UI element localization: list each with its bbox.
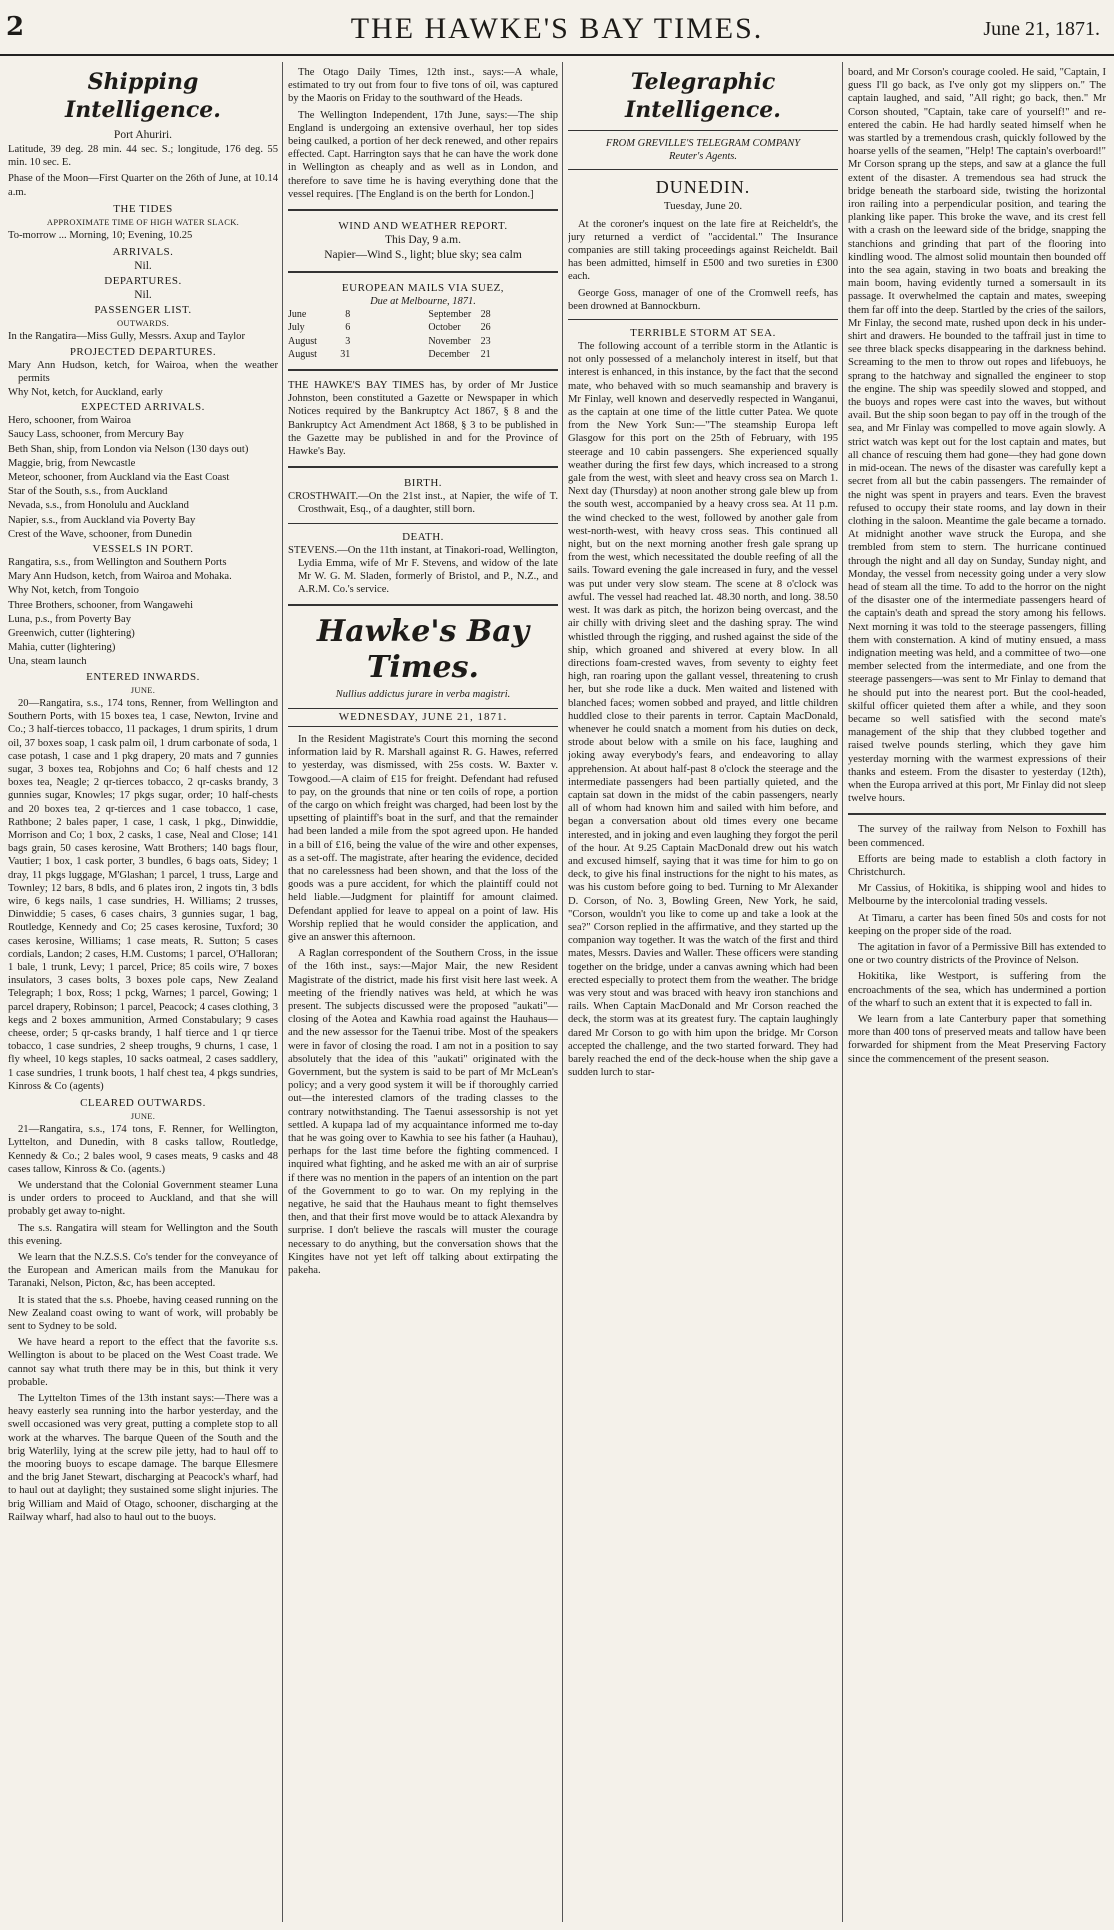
column-local-news [288, 66, 558, 1921]
editorial-date: WEDNESDAY, JUNE 21, 1871. [288, 708, 558, 727]
latitude-text: Latitude, 39 deg. 28 min. 44 sec. S.; longitude, 176 deg. 55 min. 10 sec. E. [8, 144, 278, 169]
mail-row [428, 335, 490, 348]
birth-text: CROSTHWAIT.—On the 21st inst., at Napier, the wife of T. Crosthwait, Esq., of a daughter, still born. [288, 491, 558, 516]
divider [848, 813, 1106, 815]
dunedin-paragraph: At the coroner's inquest on the late fire at Reicheldt's, the jury returned a verdict of "accidental." The Insurance companies are still taking proceedings against Reicheldt. Bail has been admitted, himself in £500 and two sureties in £300 each. [568, 218, 838, 283]
court-paragraph: In the Resident Magistrate's Court this morning the second information laid by R. Marshall against R. G. Hawes, referred to yesterday, was dismissed, with 25s costs. W. Baxter v. Towgood.—A claim of £15 for freight. Defendant had refused to pay, on the grounds that nine or ten coils of rope, a portion of the cargo on which freight was charged, had been lost by the upsetting of plaintiff's boat in the surf, and that the remainder had been landed a mile from the spot agreed upon. He handed in a bill of £16, being the value of the wire and other expenses, as a set-off. The magistrate, after hearing the evidence, decided that no carelessness had been shown, and that the loss of the goods was a pure accident, for which the plaintiff could not held liable.—Judgment for plaintiff for amount claimed. Defendant applied for leave to appeal on a point of law. His Worship replied that he would consider the application, and give an answer this afternoon. [288, 733, 558, 943]
passenger-text: In the Rangatira—Miss Gully, Messrs. Axup and Taylor [8, 331, 246, 343]
gazette-notice: THE HAWKE'S BAY TIMES has, by order of Mr Justice Johnston, been constituted a Gazette or Newspaper in which Notices required by the Bankruptcy Act 1867, § 8 and the Bankruptcy Act Amendment Act 1868, § 3 to be published in the Gazette may be published in and for the Province of Hawke's Bay. [288, 380, 558, 458]
column-rule [842, 62, 843, 1922]
expected-heading: EXPECTED ARRIVALS. [81, 401, 205, 414]
page-number: 2 [6, 12, 25, 42]
shipping-note: It is stated that the s.s. Phoebe, having ceased running on the New Zealand coast owing to want of work, will probably be sent to Sydney to be sold. [8, 1294, 278, 1333]
list-item: Beth Shan, ship, from London via Nelson (130 days out) [8, 443, 249, 455]
newspaper-title: THE HAWKE'S BAY TIMES. [350, 12, 764, 45]
column-telegraphic [568, 66, 838, 1921]
motto: Nullius addictus jurare in verba magistri. [335, 689, 511, 701]
entered-text: 20—Rangatira, s.s., 174 tons, Renner, from Wellington and Southern Ports, with 15 boxes tea, 1 case, Newton, Irvine and Co.; 3 half-tierces tobacco, 11 packages, 1 drum spirits, 1 drum oil, 37 boxes soap, 1 cask palm oil, 1 drum carbonate of soda, 1 case potash, 1 case and 1 pkg drapery, 20 mats and 7 gunnies sugar, 3 boxes tea, Robjohns and Co; 6 half chests and 12 boxes tea, Neagle; 2 qr-tierces tobacco, 2 qr-casks brandy, 3 gunnies sugar, Knowles; 17 pkgs sugar, order; 10 half-chests and 20 boxes tea, 2 qr-tierces and 1 case tobacco, 1 case, Rathbone; 2 bales paper, 1 case, 1 cask, 1 pkg., Dinwiddie, Morrison and Co; 1 box, 2 casks, 1 case, Neal and Close; 141 bags grain, 50 cases kerosine, Watt Brothers; 140 bags flour, Vautier; 1 box, 1 cask porter, 3 bundles, 6 bags oats, Sidey; 1 dray, 11 pkgs luggage, M'Glashan; 1 parcel, 1 truss, Large and Townley; 12 bars, 8 bdls, and 6 plates iron, 2 ingots tin, 3 bdls wire, 6 kegs nails, 1 case sundries, H. Williams; 2 trusses, Dinwiddie; 5 cases, 6 cases chairs, 3 gunnies sugar, 1 bag, Routledge, Kennedy and Co; 25 cases kerosine, Tuxford; 30 cases kerosine, Williams; 1 case meats, R. Sutton; 5 cases cordials, Landon; 2 cases, H.M. Customs; 1 parcel, O'Halloran; 1 bale, 1 trunk, Levy; 1 parcel, Price; 85 coils wire, 7 boxes insulators, 3 cases bolts, 3 boxes pole caps, New Zealand Telegraph; 1 box, Ross; 1 pckg, Warnes; 1 parcel, Gowing; 1 parcel drapery, Robinson; 1 parcel, Peacock; 4 cases clothing, 3 kegs and 2 boxes ammunition, Armed Constabulary; 9 cases cheese, order; 5 qr-casks brandy, 1 half tierce and 1 qr tierce tobacco, 1 case sundries, 2 sheep troughs, 9 churns, 1 case, 1 fly wheel, 10 kegs staples, 10 sacks oatmeal, 2 cases saddlery, 1 case sundries, 1 trunk boots, 1 half chest tea, 4 pkgs sundries, Kinross & Co (agents) [8, 697, 278, 1092]
list-item: Saucy Lass, schooner, from Mercury Bay [8, 429, 184, 441]
mail-day: 28 [480, 309, 491, 321]
wellington-paragraph: The Wellington Independent, 17th June, says:—The ship England is undergoing an extensive overhaul, her top sides being caulked, a portion of her deck renewed, and other repairs effected. Capt. Harrington says that he can have the work done in Wellington as cheaply and as well as in London, and therefore to save time he is having everything done that the vessel requires. [The England is on the berth for London.] [288, 109, 558, 200]
news-note: We learn from a late Canterbury paper that something more than 400 tons of preserved meats and tallow have been forwarded for shipment from the Meat Preserving Factory since the commencement of the present season. [848, 1014, 1106, 1065]
wind-day: This Day, 9 a.m. [385, 234, 461, 247]
mail-row [288, 308, 350, 321]
issue-date: June 21, 1871. [983, 18, 1100, 40]
storm-continued: board, and Mr Corson's courage cooled. He said, "Captain, I guess I'll go back, as I've only got my slippers on." The captain laughed, and said, "All right; go back, then." Mr Corson shouted, "Captain, take care of yourself!" and re-entered the cabin. He had hardly seated himself when he was startled by a tremendous crash, quickly followed by the hoarse yells of the seamen, "Help! The captain's overboard!" Mr Corson sprang up the steps, and saw at a glance the full extent of the disaster. A tremendous sea had struck the bridge beneath the starboard side, twisting the horizontal iron railing into a perpendicular position, and tearing the planking like paper. This broke the wave, and its crest fell with a crash on the leeward side of the bridge, snapping the stanchions and grinding that part of the flooring into kindling wood. The almost solid mountain then bounded off into the sea again, staving in two boats and breaking the main boom, having evidently turned a somersault in its passage. It overwhelmed the captain and mates, sweeping them far off into the deep. Startled by the cries of the sailors, Mr Finlay, the second mate, rushed upon deck in his under-shirt and drawers. He bounded to the taffrail just in time to see three black specks disappearing in the darkness behind. Screaming to the men to throw out ropes and lifebuoys, he sprang to the hatchway and signalled the engineer to stop the engine. The ship was speedily slowed and stopped, and the buoys and ropes were cast into the waves, but without avail. But the ship soon began to pay off in the trough of the sea, and Mr Finlay was compelled to move again slowly. A strict watch was kept out for the lost captain and mates, but all chance of rescuing them had gone—they had gone down in mid-ocean. The news of the disaster was carefully kept a secret from all but the cabin passengers. The remainder of the night was spent in prayers and tears. Even the bravest refused to occupy their state rooms, and lay down in their clothing in the saloon. Meantime the gale became a tornado. At midnight another wave struck the Europa, and she trembled from stem to stern. The hurricane continued through the night and all day on Sunday, Sunday night, and Monday, the vessel from necessity going under a very slow head of steam all the time. To add to the horror on the night of the disaster one of the intermediate passengers heard of the captain's death and spread the story among his fellows. Next morning it was told to the steerage passengers, filling them with consternation. A kind of mutiny ensued, a mass indignation meeting was held, and a committee of two—one member selected from the intermediate, and one from the steerage passengers—was sent to Mr Finlay to demand that he should put into the nearest port. But the cool-headed, skilful officer quieted them after a while, and they soon became so well satisfied with the second mate's management of the ship that they clubbed together and raised twelve pounds sterling, which they gave him yesterday morning with the warmest expressions of their thanks and esteem. From the disaster to yesterday (12th), when the Europa arrived at this port, Mr Finlay did not sleep twelve hours. [848, 67, 1106, 805]
passenger-heading: PASSENGER LIST. [94, 304, 192, 317]
shipping-note: We have heard a report to the effect that the favorite s.s. Wellington is about to be placed on the West Coast trade. We cannot say what truth there may be in this, but think it very probable. [8, 1337, 278, 1388]
news-note: Efforts are being made to establish a cloth factory in Christchurch. [848, 853, 1106, 878]
list-item: Luna, p.s., from Poverty Bay [8, 613, 131, 625]
list-item: Star of the South, s.s., from Auckland [8, 486, 168, 498]
list-item: Why Not, ketch, from Tongoio [8, 585, 139, 597]
port-name: Port Ahuriri. [113, 129, 173, 141]
dunedin-dateline: Tuesday, June 20. [663, 200, 743, 213]
mail-row [428, 308, 490, 321]
mails-heading: EUROPEAN MAILS VIA SUEZ, [341, 282, 505, 295]
news-note: Mr Cassius, of Hokitika, is shipping wool and hides to Melbourne by the intercolonial trading vessels. [848, 883, 1106, 908]
entered-heading: ENTERED INWARDS. [86, 670, 200, 683]
news-note: The agitation in favor of a Permissive Bill has extended to one or two country districts of the Province of Nelson. [848, 942, 1106, 967]
shipping-note: The Lyttelton Times of the 13th instant says:—There was a heavy easterly sea running into the harbor yesterday, and the swell occasioned was very great, putting a complete stop to all work at the wharves. The barque Queen of the South and the brig Waterlily, lying at the screw pile jetty, had to haul off to the mooring buoys to escape damage. The barque Ellesmere and the brig Janet Stewart, discharging at Peacock's wharf, had to haul out at daylight; they sustained some slight injuries. The brig William and Maid of Otago, schooner, discharging at the Railway wharf, had also to haul out to the buoys. [8, 1393, 278, 1523]
list-item: Greenwich, cutter (lightering) [8, 628, 135, 640]
departures-text: Nil. [134, 289, 152, 302]
list-item: Mary Ann Hudson, ketch, from Wairoa and Mohaka. [8, 571, 232, 583]
death-text: STEVENS.—On the 11th instant, at Tinakori-road, Wellington, Lydia Emma, wife of Mr F. Stevens, and widow of the late Mr W. G. M. Sladen, formerly of Bristol, and P., N.Z., and A.R.M. Co.'s service. [288, 544, 558, 596]
mail-day: 23 [480, 335, 491, 347]
list-item: Three Brothers, schooner, from Wangawehi [8, 599, 194, 611]
list-item: Una, steam launch [8, 656, 87, 668]
mail-month: September [428, 309, 472, 321]
list-item: Nevada, s.s., from Honolulu and Auckland [8, 500, 189, 512]
goss-paragraph: George Goss, manager of one of the Cromwell reefs, has been drowned at Bannockburn. [568, 287, 838, 312]
departures-heading: DEPARTURES. [104, 275, 182, 288]
raglan-paragraph: A Raglan correspondent of the Southern Cross, in the issue of the 16th inst., says:—Major Mair, the new Resident Magistrate of the district, made his first visit here last week. A meeting of the friendly natives was held, at which he was present. The subjects discussed were the proposed "aukati"—closing of the Aotea and Kawhia road against the Hauhaus—and the new assessor for the Taenui tribe. Most of the speakers were in favor of closing the road. I am not in a position to say absolutely that the idea of this "aukati" originated with the Government, but the system is said to be part of Mr McLean's policy; and a very good system it will be if thoroughly carried out—the interested clamors of the trading classes to the contrary notwithstanding. The Taenui assessorship is not yet settled. A kupapa lad of my acquaintance informed me to-day that he was going over to Kawhia to see his father (a Hauhau), perhaps for the last time before the fighting commenced. I inquired what fighting, and he asked me with an air of surprise if there was no mention in the papers of an intention on the part of the Government to go to war. On my replying in the negative, he said that the Hauhaus meant to fight themselves then, and that their first move would be to attack Alexandra by surprise. I don't believe the rascals will muster the courage necessary to do anything, but the conversation shows that the Kingites have not yet left off talking about extirpating the pakeha. [288, 948, 558, 1277]
list-item: Hero, schooner, from Wairoa [8, 415, 131, 427]
mail-month: August [288, 335, 317, 347]
storm-heading: TERRIBLE STORM AT SEA. [630, 327, 776, 340]
wind-heading: WIND AND WEATHER REPORT. [338, 220, 508, 233]
mail-day: 8 [345, 309, 351, 321]
divider [288, 271, 558, 273]
list-item: Rangatira, s.s., from Wellington and Southern Ports [8, 557, 227, 569]
dunedin-heading: DUNEDIN. [655, 177, 751, 198]
news-note: Hokitika, like Westport, is suffering from the encroachments of the sea, which has undermined a portion of the wharf to such an extent that it is expected to fall in. [848, 971, 1106, 1009]
mail-month: July [288, 322, 305, 334]
entered-month: JUNE. [130, 684, 156, 695]
mail-row [428, 348, 490, 361]
mails-subheading: Due at Melbourne, 1871. [370, 296, 476, 308]
shipping-note: The s.s. Rangatira will steam for Wellington and the South this evening. [8, 1222, 278, 1247]
otago-paragraph: The Otago Daily Times, 12th inst., says:—A whale, estimated to try out from four to five tons of oil, was captured by the Maoris on Friday to the southward of the Heads. [288, 67, 558, 105]
divider [288, 604, 558, 606]
shipping-note: We understand that the Colonial Government steamer Luna is under orders to proceed to Auckland, and that she will probably get away to-night. [8, 1180, 278, 1218]
column-continued [848, 66, 1106, 1921]
news-note: At Timaru, a carter has been fined 50s and costs for not keeping on the proper side of the road. [848, 912, 1106, 937]
birth-heading: BIRTH. [403, 477, 443, 490]
mail-day: 3 [345, 335, 351, 347]
list-item: Meteor, schooner, from Auckland via the East Coast [8, 472, 230, 484]
mail-day: 21 [480, 348, 491, 360]
mail-day: 26 [480, 322, 491, 334]
news-note: The survey of the railway from Nelson to Foxhill has been commenced. [848, 824, 1106, 849]
mail-month: December [428, 348, 470, 360]
mail-day: 31 [340, 348, 351, 360]
shipping-heading: Shipping Intelligence. [65, 69, 221, 123]
arrivals-heading: ARRIVALS. [112, 246, 174, 259]
mail-month: June [288, 309, 307, 321]
list-item: Mary Ann Hudson, ketch, for Wairoa, when the weather permits [8, 359, 278, 384]
masthead [0, 0, 1114, 56]
column-shipping [8, 66, 278, 1921]
divider [568, 169, 838, 170]
tides-text: To-morrow ... Morning, 10; Evening, 10.25 [8, 230, 193, 242]
moon-phase: Phase of the Moon—First Quarter on the 26th of June, at 10.14 a.m. [8, 173, 278, 198]
telegraphic-heading: Telegraphic Intelligence. [625, 69, 781, 123]
cleared-text: 21—Rangatira, s.s., 174 tons, F. Renner, for Wellington, Lyttelton, and Dunedin, with 8 casks tallow, Routledge, Kennedy & Co.; 2 bales wool, 9 cases meats, 9 casks and 48 cases tallow, Kinross & Co. (agents.) [8, 1124, 278, 1175]
divider [568, 319, 838, 320]
telegram-source: FROM GREVILLE'S TELEGRAM COMPANY [605, 138, 801, 149]
list-item: Napier, s.s., from Auckland via Poverty Bay [8, 514, 196, 526]
mail-month: October [428, 322, 461, 334]
list-item: Why Not, ketch, for Auckland, early [8, 387, 163, 399]
arrivals-text: Nil. [134, 260, 152, 273]
list-item: Maggie, brig, from Newcastle [8, 457, 136, 469]
list-item: Mahia, cutter (lightering) [8, 642, 116, 654]
mails-left [288, 308, 418, 361]
cleared-heading: CLEARED OUTWARDS. [80, 1096, 206, 1109]
divider [288, 209, 558, 211]
death-heading: DEATH. [402, 530, 444, 543]
mail-row [288, 321, 350, 334]
mail-day: 6 [345, 322, 351, 334]
mail-month: November [428, 335, 471, 347]
divider [568, 130, 838, 131]
mail-row [428, 321, 490, 334]
mails-table [288, 308, 558, 361]
column-rule [562, 62, 563, 1922]
divider [288, 523, 558, 524]
mail-row [288, 335, 350, 348]
editorial-title: Hawke's Bay Times. [316, 614, 530, 686]
list-item: Crest of the Wave, schooner, from Dunedin [8, 528, 192, 540]
vessels-heading: VESSELS IN PORT. [92, 543, 194, 556]
tides-heading: THE TIDES [113, 202, 173, 215]
mails-right [428, 308, 558, 361]
column-rule [282, 62, 283, 1922]
projected-heading: PROJECTED DEPARTURES. [69, 345, 217, 358]
mail-row [288, 348, 350, 361]
wind-text: Napier—Wind S., light; blue sky; sea calm [324, 249, 522, 262]
storm-paragraph: The following account of a terrible storm in the Atlantic is not only possessed of a melancholy interest in itself, but that interest is enhanced, in this instance, by the fact that the second mate, who behaved with so much seamanship and bravery is Mr Finlay, well known and deservedly respected in Wanganui, as the captain at one time of the little cutter Patea. We quote from the New York Sun:—"The steamship Europa left Glasgow for this port on the 25th of February, with 195 steerage and 10 cabin passengers. She experienced squally weather during the first few days, which increased to a strong gale from the west, with sleet and heavy cross sea on March 1. Next day (Thursday) at noon another strong gale blew up from the south west, accompanied by a heavy cross sea. At 11 p.m. the wind checked to the west, followed by another gale from west-north-west, with heavy cross seas. This continued all night, but on the next morning another fresh gale sprang up from the west, which necessitated the double reefing of all the sails. Toward evening the gale increased in fury, and the vessel was put under very slow steam. The scene at 8 o'clock was awful. The vessel had reached lat. 48.30 north, and long. 38.50 west. It was dark as pitch, the horizon being overcast, and the air chilly with driving sleet and the dashing spray. The wind whistled through the rigging, and rushed against the side of the ship, which groaned and shivered at every blow. In all directions foam-crested waves, from seventy to eighty feet high, ran roaring upon the gallant vessel, threatening to crush her, but she rode like a duck. Men waited and listened with blanched faces; women sobbed and prayed, and little children huddled close to their parents in terror. Captain MacDonald, whenever he could snatch a moment from his duties on deck, strode about below with a smile on his face, laughing and joking away everybody's fears, and endeavoring to allay apprehension. At about half-past 8 o'clock the steerage and the intermediate passengers had been partially quieted, and the captain sat down in the midst of the cabin passengers, nearly all of whom had known him and sailed with him before, and began a conversation about old times every one became interested, and in joking and even laughing they forgot the peril of the hour. At 9.25 Captain MacDonald drew out his watch and excused himself, saying that it was time for him to go on deck, to give his final instructions for the night to his mates, as was his custom before going to bed. Turning to Mr Alexander D. Corson, of No. 3, Bowling Green, New York, he said, "Corson, wouldn't you like to come up and take a look at the sea?" Corson replied in the affirmative, and they started up the companion way together. It was the watch of the first and third mates, Messrs. Davies and Waller. These officers were standing together on the bridge, under a canvas awning which had been erected especially to protect them from the weather. The bridge was very stout and was braced with heavy iron stanchions and rails. When Captain MacDonald and Mr Corson reached the deck, the storm was at its greatest fury. The captain laughingly dared Mr Corson to go with him upon the bridge. Mr Corson accepted the challenge, and the two started forward. They had barely reached the end of the deck-house when the ship gave a sudden lurch to star- [568, 341, 838, 1079]
passenger-subheading: OUTWARDS. [116, 318, 170, 329]
tides-subheading: APPROXIMATE TIME OF HIGH WATER SLACK. [46, 216, 240, 227]
shipping-note: We learn that the N.Z.S.S. Co's tender for the conveyance of the European and American mails from the Manukau for Taranaki, Nelson, Picton, &c, has been accepted. [8, 1252, 278, 1290]
mail-month: August [288, 348, 317, 360]
divider [288, 466, 558, 468]
divider [288, 369, 558, 371]
cleared-month: JUNE. [130, 1110, 156, 1121]
telegram-agents: Reuter's Agents. [669, 151, 737, 163]
